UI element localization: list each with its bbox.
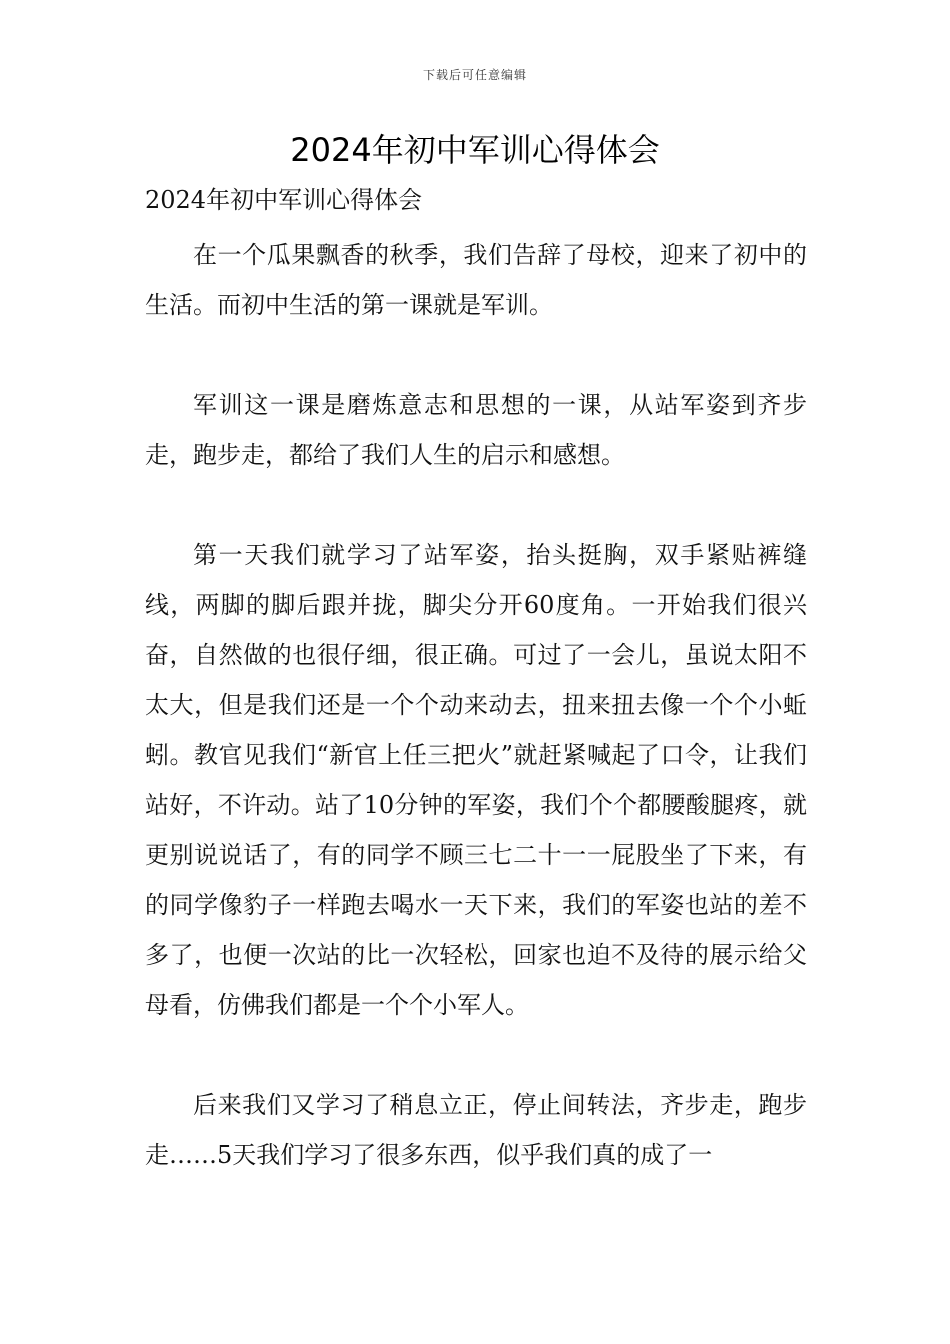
paragraph-2: 军训这一课是磨炼意志和思想的一课，从站军姿到齐步走，跑步走，都给了我们人生的启示和感想。 bbox=[145, 391, 807, 469]
document-subtitle: 2024年初中军训心得体会 bbox=[145, 186, 423, 214]
document-body bbox=[145, 180, 807, 1180]
page-header-note: 下载后可任意编辑 bbox=[422, 68, 527, 82]
paragraph-1: 在一个瓜果飘香的秋季，我们告辞了母校，迎来了初中的生活。而初中生活的第一课就是军训。 bbox=[145, 241, 807, 319]
paragraph-3: 第一天我们就学习了站军姿，抬头挺胸，双手紧贴裤缝线，两脚的脚后跟并拢，脚尖分开60度角。一开始我们很兴奋，自然做的也很仔细，很正确。可过了一会儿，虽说太阳不太大，但是我们还是一个个动来动去，扭来扭去像一个个小蚯蚓。教官见我们“新官上任三把火”就赶紧喊起了口令，让我们站好，不许动。站了10分钟的军姿，我们个个都腰酸腿疼，就更别说说话了，有的同学不顾三七二十一一屁股坐了下来，有的同学像豹子一样跑去喝水一天下来，我们的军姿也站的差不多了，也便一次站的比一次轻松，回家也迫不及待的展示给父母看，仿佛我们都是一个个小军人。 bbox=[145, 541, 807, 1019]
paragraph-4: 后来我们又学习了稍息立正，停止间转法，齐步走，跑步走……5天我们学习了很多东西，似乎我们真的成了一 bbox=[145, 1091, 807, 1169]
document-title: 2024年初中军训心得体会 bbox=[290, 131, 660, 169]
